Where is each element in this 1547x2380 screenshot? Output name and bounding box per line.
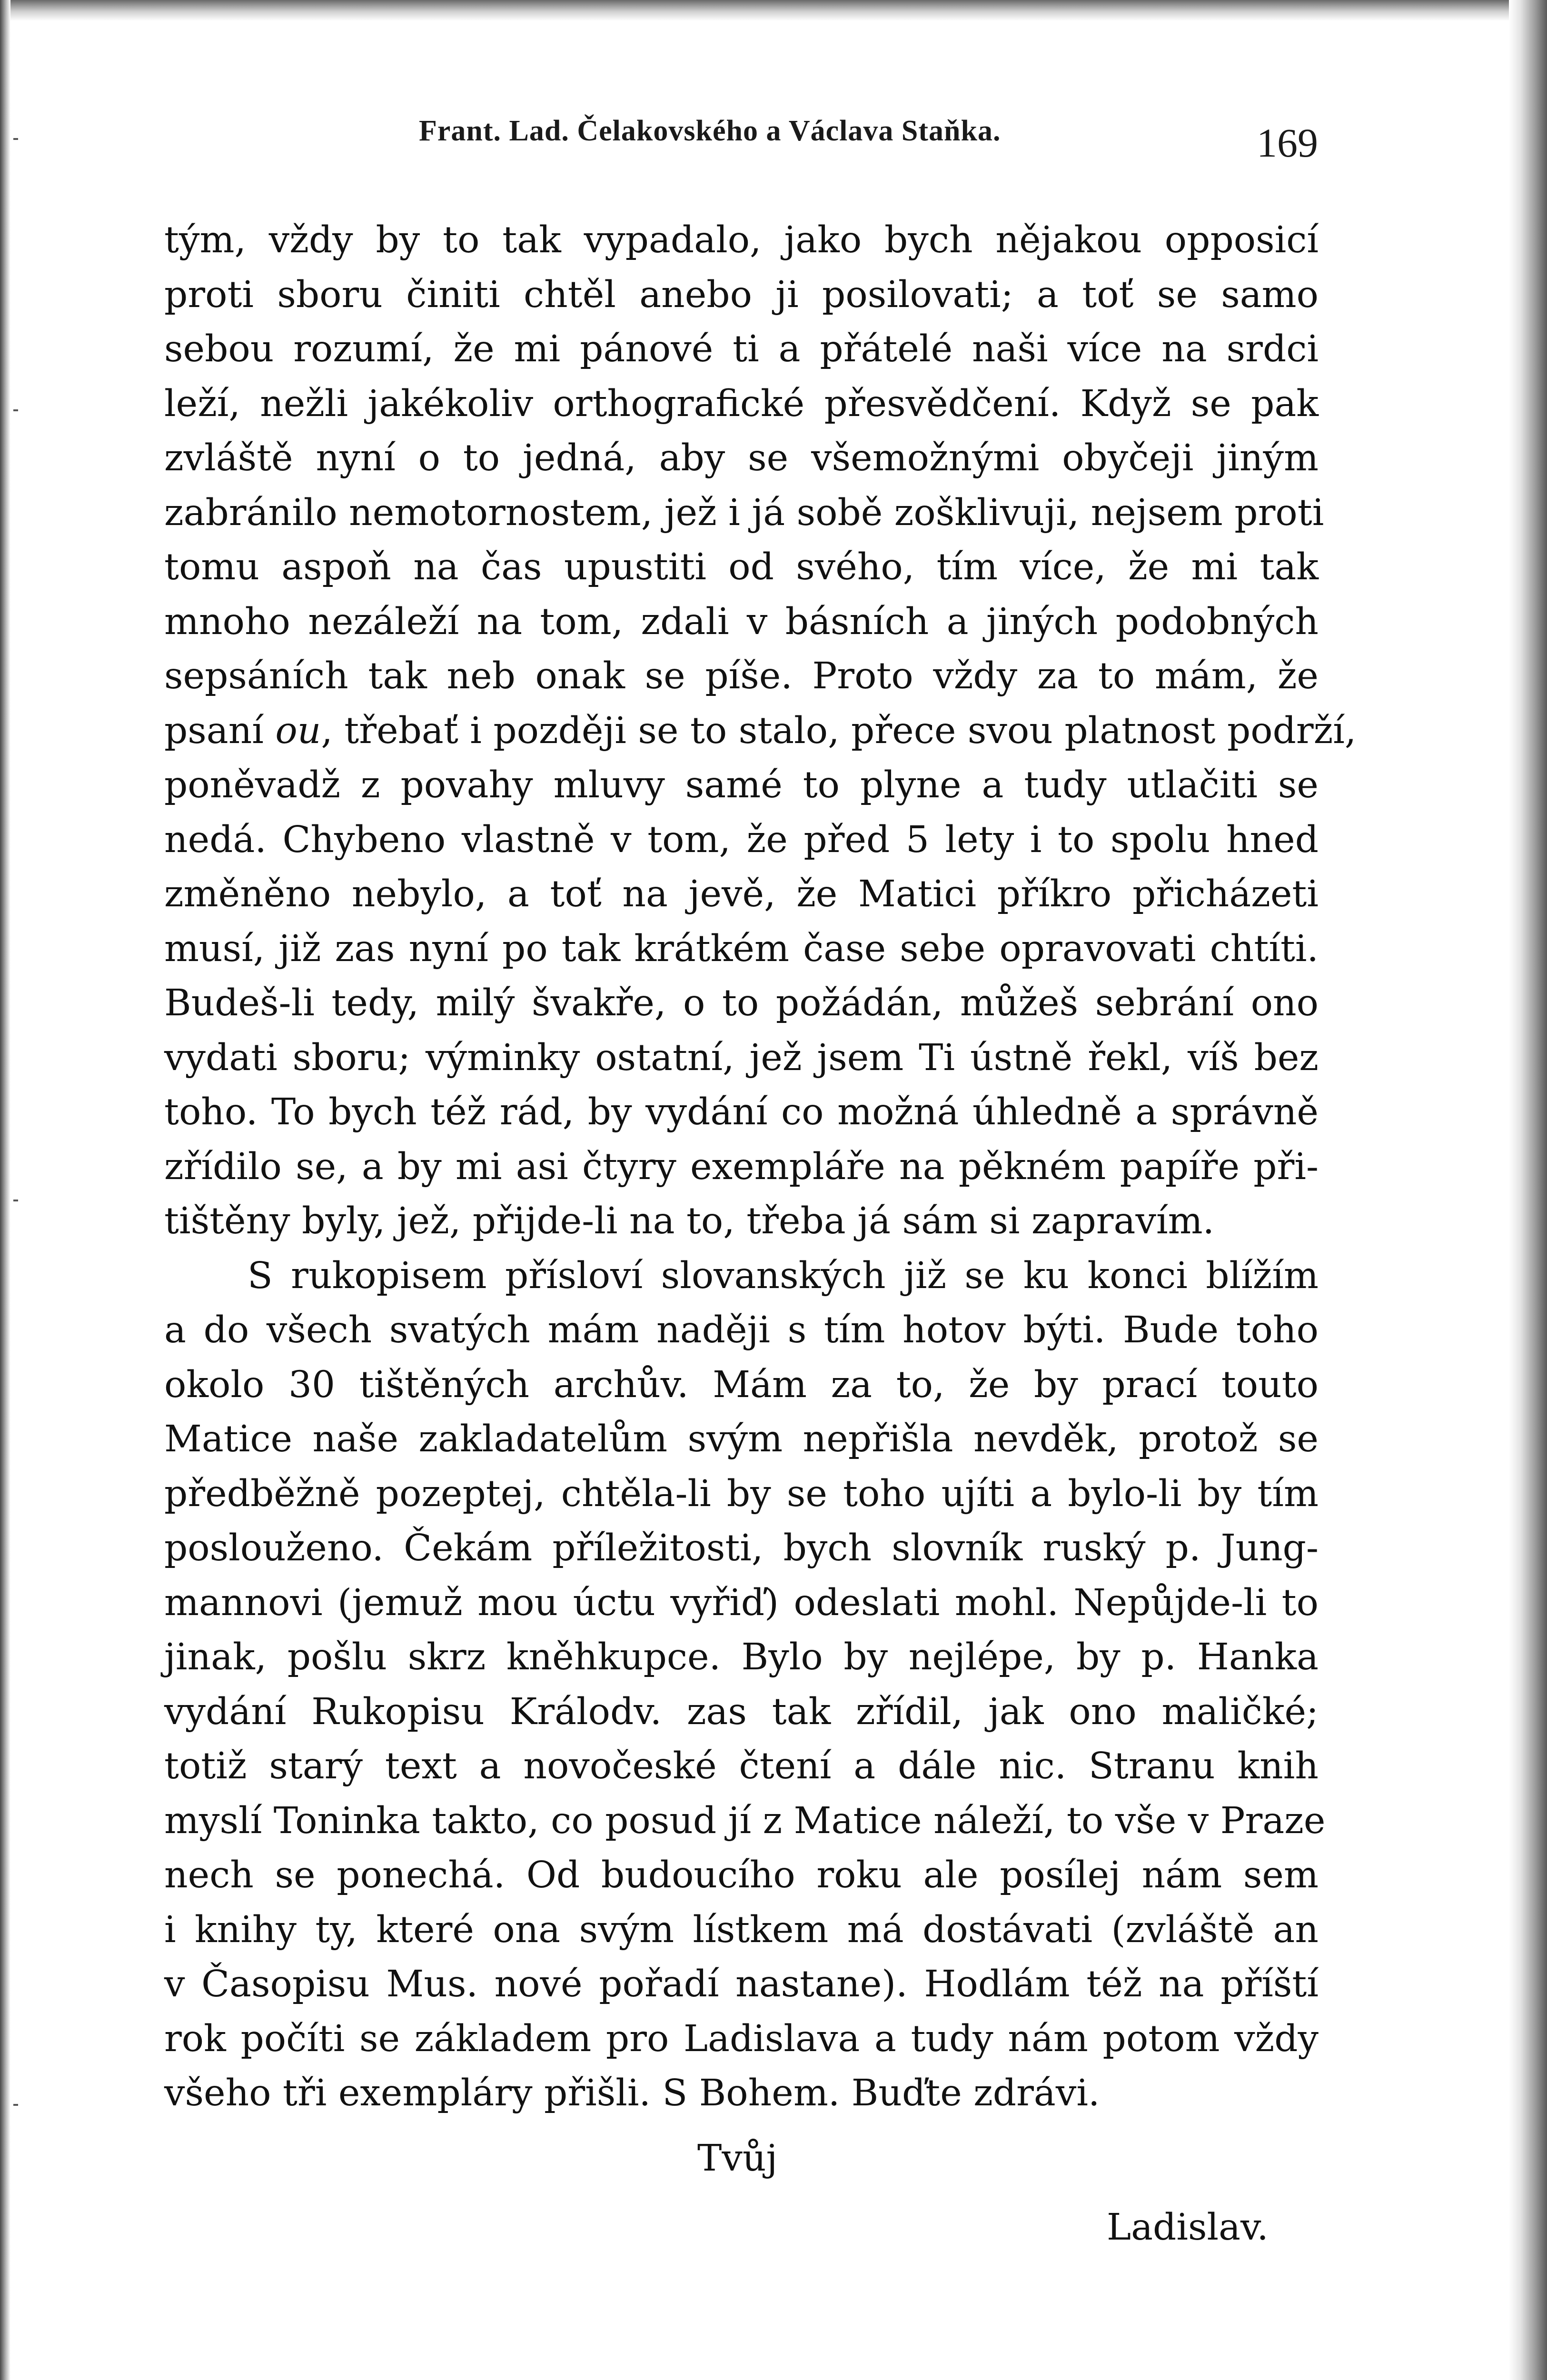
text-line: vydání Rukopisu Králodv. zas tak zřídil, jak ono maličké; [164, 1690, 1319, 1733]
text-line: tým, vždy by to tak vypadalo, jako bych nějakou opposicí [164, 219, 1319, 261]
signature: Ladislav. [1107, 2206, 1269, 2249]
letter-body [164, 213, 1357, 2121]
text-line: nedá. Chybeno vlastně v tom, že před 5 lety i to spolu hned [164, 818, 1319, 861]
scan-right-edge [1509, 0, 1547, 2380]
text-line: sebou rozumí, že mi pánové ti a přátelé naši více na srdci [164, 328, 1319, 370]
text-line: zřídilo se, a by mi asi čtyry exempláře na pěkném papíře při- [164, 1145, 1319, 1188]
scan-speck [13, 1200, 18, 1201]
scan-top-edge [0, 0, 1547, 21]
text-line: myslí Toninka takto, co posud jí z Matice náleží, to vše v Praze [164, 1799, 1326, 1842]
text-line: tomu aspoň na čas upustiti od svého, tím více, že mi tak [164, 546, 1319, 588]
text-line: předběžně pozeptej, chtěla-li by se toho ujíti a bylo-li by tím [164, 1472, 1319, 1515]
text-line: totiž starý text a novočeské čtení a dále nic. Stranu knih [164, 1745, 1319, 1787]
text-line: nech se ponechá. Od budoucího roku ale posílej nám sem [164, 1854, 1319, 1896]
text-line: musí, již zas nyní po tak krátkém čase sebe opravovati chtíti. [164, 927, 1319, 970]
text-line: a do všech svatých mám naději s tím hotov býti. Bude toho [164, 1309, 1319, 1351]
text-line: vydati sboru; výminky ostatní, jež jsem Ti ústně řekl, víš bez [164, 1036, 1319, 1079]
text-line: mannovi (jemuž mou úctu vyřiď) odeslati mohl. Nepůjde-li to [164, 1581, 1319, 1624]
text-line: v Časopisu Mus. nové pořadí nastane). Hodlám též na příští [164, 1963, 1319, 2005]
text-line: všeho tři exempláry přišli. S Bohem. Buďte zdrávi. [164, 2072, 1100, 2114]
text-line: poněvadž z povahy mluvy samé to plyne a tudy utlačiti se [164, 764, 1319, 806]
italic-word: ou [275, 709, 321, 752]
text-line: tištěny byly, jež, přijde-li na to, třeba já sám si zapravím. [164, 1200, 1215, 1242]
running-header: Frant. Lad. Čelakovského a Václava Staňka. [419, 115, 1001, 147]
scan-left-edge [0, 0, 10, 2380]
text-fragment: , třebať i později se to stalo, přece svou platnost podrží, [321, 709, 1357, 752]
scan-speck [13, 409, 18, 411]
text-line: jinak, pošlu skrz kněhkupce. Bylo by nejlépe, by p. Hanka [164, 1636, 1319, 1678]
text-line: rok počíti se základem pro Ladislava a tudy nám potom vždy [164, 2017, 1319, 2060]
scan-speck [13, 138, 18, 140]
text-line: toho. To bych též rád, by vydání co možná úhledně a správně [164, 1091, 1319, 1133]
text-line: změněno nebylo, a toť na jevě, že Matici příkro přicházeti [164, 873, 1319, 915]
text-line: leží, nežli jakékoliv orthografické přesvědčení. Když se pak [164, 382, 1319, 425]
text-line: proti sboru činiti chtěl anebo ji posilovati; a toť se samo [164, 273, 1319, 316]
text-line: sepsáních tak neb onak se píše. Proto vždy za to mám, že [164, 655, 1319, 697]
text-line: mnoho nezáleží na tom, zdali v básních a jiných podobných [164, 600, 1319, 643]
text-line: Matice naše zakladatelům svým nepřišla nevděk, protož se [164, 1418, 1319, 1460]
text-line: S rukopisem přísloví slovanských již se ku konci blížím [248, 1254, 1319, 1297]
text-line: zabránilo nemotornostem, jež i já sobě zošklivuji, nejsem proti [164, 491, 1324, 534]
scan-speck [13, 2104, 18, 2106]
text-line-with-italic [164, 704, 1357, 759]
closing-word: Tvůj [697, 2137, 778, 2180]
text-line: i knihy ty, které ona svým lístkem má dostávati (zvláště an [164, 1908, 1319, 1951]
text-line: zvláště nyní o to jedná, aby se všemožnými obyčeji jiným [164, 437, 1319, 479]
text-fragment: psaní [164, 709, 276, 752]
text-line: Budeš-li tedy, milý švakře, o to požádán, můžeš sebrání ono [164, 982, 1319, 1024]
page-number: 169 [1257, 120, 1318, 166]
text-line: poslouženo. Čekám příležitosti, bych slovník ruský p. Jung- [164, 1527, 1319, 1569]
text-line: okolo 30 tištěných archův. Mám za to, že by prací touto [164, 1363, 1319, 1406]
